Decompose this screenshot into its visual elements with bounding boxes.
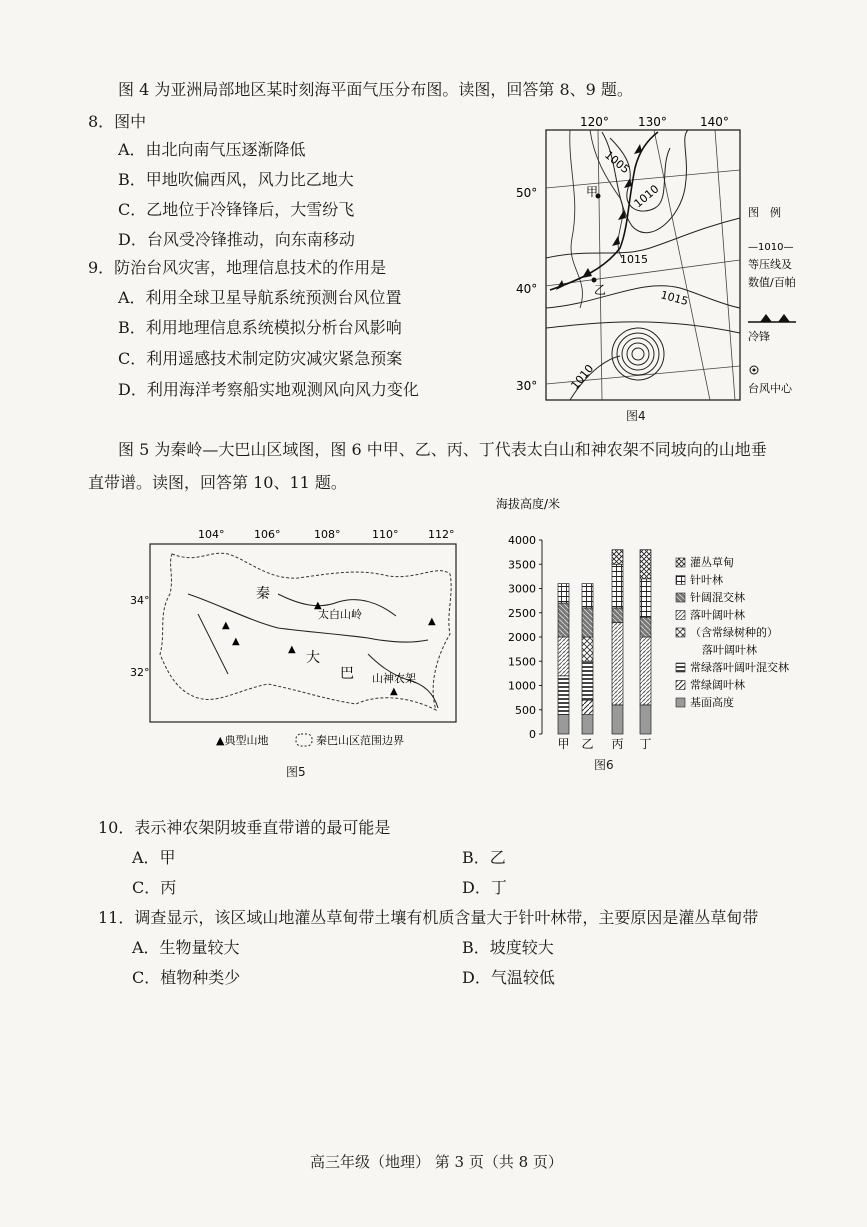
- isobar-label-1015-b: 1015: [659, 288, 690, 309]
- fig6-ytick-label: 2500: [508, 606, 536, 620]
- fig5-label-ling: 太白山岭: [318, 608, 362, 621]
- fig4-lat-50: 50°: [516, 186, 538, 200]
- q8-option-a[interactable]: A．由北向南气压逐渐降低: [118, 140, 306, 159]
- fig6-legend-label: 落叶阔叶林: [690, 608, 745, 622]
- fig4-lon-130: 130°: [638, 115, 667, 129]
- q11-option-b[interactable]: B．坡度较大: [462, 938, 554, 957]
- fig5-lon-108: 108°: [314, 528, 341, 541]
- place-jia: 甲: [586, 185, 599, 199]
- q10-option-b[interactable]: B．乙: [462, 848, 506, 867]
- fig6-legend-swatch: [676, 558, 685, 567]
- fig6-legend-label: （含常绿树种的）: [690, 626, 778, 639]
- fig6-legend-swatch: [676, 698, 685, 707]
- fig6-bar-segment: [640, 618, 651, 637]
- fig4-legend-isobar-text2: 数值/百帕: [748, 276, 796, 289]
- place-yi: 乙: [594, 283, 607, 297]
- fig6-legend-label: 针叶林: [690, 573, 723, 587]
- intro-fig5-6-line2: 直带谱。读图，回答第 10、11 题。: [88, 473, 347, 492]
- fig6-category-label: 丁: [639, 737, 652, 751]
- fig6-bar-segment: [612, 705, 623, 734]
- page-footer: 高三年级（地理） 第 3 页（共 8 页）: [310, 1153, 563, 1171]
- isobar-label-1015-a: 1015: [620, 253, 648, 266]
- fig5-legend-mountain: ▲典型山地: [216, 734, 269, 747]
- fig6-bar-segment: [640, 705, 651, 734]
- fig6-ytick-label: 3000: [508, 582, 536, 596]
- fig6-ytick-label: 500: [515, 703, 536, 717]
- fig4-lon-140: 140°: [700, 115, 729, 129]
- q9-option-d[interactable]: D．利用海洋考察船实地观测风向风力变化: [118, 380, 419, 399]
- fig4-legend-isobar-text1: 等压线及: [748, 258, 792, 271]
- figure-5-qinba-map: [128, 524, 468, 760]
- fig6-legend-label: 常绿落叶阔叶混交林: [690, 661, 789, 674]
- q11-option-c[interactable]: C．植物种类少: [132, 968, 241, 987]
- q9-option-b[interactable]: B．利用地理信息系统模拟分析台风影响: [118, 318, 402, 337]
- fig6-bar-segment: [640, 637, 651, 705]
- isobar-label-1010-b: 1010: [568, 362, 597, 392]
- fig5-label-qin: 秦: [256, 586, 270, 602]
- question-9-stem: 9．防治台风灾害，地理信息技术的作用是: [88, 258, 387, 277]
- fig6-ytick-label: 0: [529, 728, 536, 741]
- fig6-category-label: 乙: [581, 737, 594, 751]
- fig6-bar-segment: [612, 622, 623, 704]
- fig5-lon-104: 104°: [198, 528, 225, 541]
- q11-option-a[interactable]: A．生物量较大: [132, 938, 240, 957]
- fig6-legend-swatch: [676, 611, 685, 620]
- fig6-legend-label: 针阔混交林: [690, 591, 745, 604]
- q8-option-c[interactable]: C．乙地位于冷锋锋后，大雪纷飞: [118, 200, 355, 219]
- q10-option-d[interactable]: D．丁: [462, 878, 507, 897]
- fig6-category-label: 丙: [611, 737, 624, 751]
- fig6-ytick-label: 1000: [508, 679, 536, 693]
- fig6-bar-segment: [640, 550, 651, 579]
- question-11-stem: 11．调查显示，该区域山地灌丛草甸带土壤有机质含量大于针叶林带，主要原因是灌丛草甸带: [98, 908, 759, 927]
- typhoon-rings: [612, 328, 664, 380]
- q9-option-a[interactable]: A．利用全球卫星导航系统预测台风位置: [118, 288, 402, 307]
- mountain-icon-4: ▲: [428, 616, 436, 627]
- fig6-bar-segment: [558, 715, 569, 734]
- fig6-bar-segment: [612, 608, 623, 623]
- fig6-ylabel: 海拔高度/米: [496, 497, 561, 511]
- fig6-ytick-label: 1500: [508, 655, 536, 669]
- fig6-legend-swatch: [676, 663, 685, 672]
- fig6-bar-segment: [582, 608, 593, 637]
- fig5-label-ba: 巴: [340, 666, 354, 682]
- fig6-bar-segment: [582, 584, 593, 608]
- fig4-legend-title: 图 例: [748, 206, 781, 219]
- fig6-legend-label: 落叶阔叶林: [702, 643, 757, 657]
- fig6-legend-swatch: [676, 576, 685, 585]
- fig4-lon-120: 120°: [580, 115, 609, 129]
- fig6-bar-segment: [582, 700, 593, 715]
- mountain-icon-1: ▲: [222, 620, 230, 631]
- fig6-bar-segment: [582, 715, 593, 734]
- fig5-caption: 图5: [286, 765, 306, 779]
- q8-option-b[interactable]: B．甲地吹偏西风，风力比乙地大: [118, 170, 354, 189]
- fig6-bar-segment: [558, 603, 569, 637]
- fig5-frame: [150, 544, 456, 722]
- mountain-icon-3: ▲: [288, 644, 296, 655]
- fig6-legend-label: 灌丛草甸: [690, 556, 734, 569]
- mountain-icon-2: ▲: [232, 636, 240, 647]
- intro-fig5-6-line1: 图 5 为秦岭—大巴山区域图，图 6 中甲、乙、丙、丁代表太白山和神农架不同坡向的山地垂: [118, 440, 767, 459]
- fig4-legend-typhoon: 台风中心: [748, 382, 792, 395]
- fig6-category-label: 甲: [557, 737, 570, 751]
- q9-option-c[interactable]: C．利用遥感技术制定防灾减灾紧急预案: [118, 349, 403, 368]
- fig5-lon-110: 110°: [372, 528, 399, 541]
- fig6-ytick-label: 4000: [508, 534, 536, 547]
- q11-option-d[interactable]: D．气温较低: [462, 968, 555, 987]
- mountain-icon-taibai: ▲: [314, 600, 322, 611]
- fig6-bar-segment: [558, 584, 569, 603]
- fig6-bar-segment: [582, 637, 593, 661]
- figure-4-pressure-map: [510, 108, 820, 428]
- question-10-stem: 10．表示神农架阴坡垂直带谱的最可能是: [98, 818, 391, 837]
- mountain-icon-shennongjia: ▲: [390, 686, 398, 697]
- fig5-lat-32: 32°: [130, 666, 150, 679]
- fig6-legend-swatch: [676, 628, 685, 637]
- fig6-bar-segment: [582, 661, 593, 700]
- fig6-bar-segment: [558, 676, 569, 715]
- fig6-bar-segment: [612, 550, 623, 565]
- fig6-bar-segment: [612, 564, 623, 608]
- fig4-legend-isobar-sample: —1010—: [748, 242, 794, 253]
- fig5-legend-boundary: 秦巴山区范围边界: [316, 734, 404, 747]
- fig6-bar-segment: [558, 637, 569, 676]
- fig4-lat-40: 40°: [516, 282, 538, 296]
- fig4-lat-30: 30°: [516, 379, 538, 393]
- isobar-label-1010-a: 1010: [631, 182, 662, 211]
- fig6-legend-label: 常绿阔叶林: [690, 678, 745, 692]
- q10-option-a[interactable]: A．甲: [132, 848, 176, 867]
- fig5-lon-106: 106°: [254, 528, 281, 541]
- fig6-legend-swatch: [676, 593, 685, 602]
- q10-option-c[interactable]: C．丙: [132, 878, 177, 897]
- fig5-label-shan: 山神农架: [372, 672, 416, 685]
- question-8-stem: 8．图中: [88, 112, 147, 131]
- fig6-caption: 图6: [594, 758, 614, 772]
- figure-6-vertical-zone-chart: [494, 494, 824, 766]
- intro-fig4: 图 4 为亚洲局部地区某时刻海平面气压分布图。读图，回答第 8、9 题。: [118, 80, 633, 99]
- fig6-legend-swatch: [676, 681, 685, 690]
- fig4-caption: 图4: [626, 409, 646, 423]
- fig6-bar-segment: [640, 579, 651, 618]
- fig6-ytick-label: 2000: [508, 631, 536, 644]
- fig5-label-da: 大: [306, 650, 320, 666]
- fig5-lat-34: 34°: [130, 594, 150, 607]
- fig4-legend-front: 冷锋: [748, 330, 770, 343]
- fig5-lon-112: 112°: [428, 528, 455, 541]
- fig6-legend-label: 基面高度: [690, 696, 734, 709]
- isobar-label-1005: 1005: [602, 148, 632, 177]
- fig6-ytick-label: 3500: [508, 558, 536, 572]
- q8-option-d[interactable]: D．台风受冷锋推动，向东南移动: [118, 230, 355, 249]
